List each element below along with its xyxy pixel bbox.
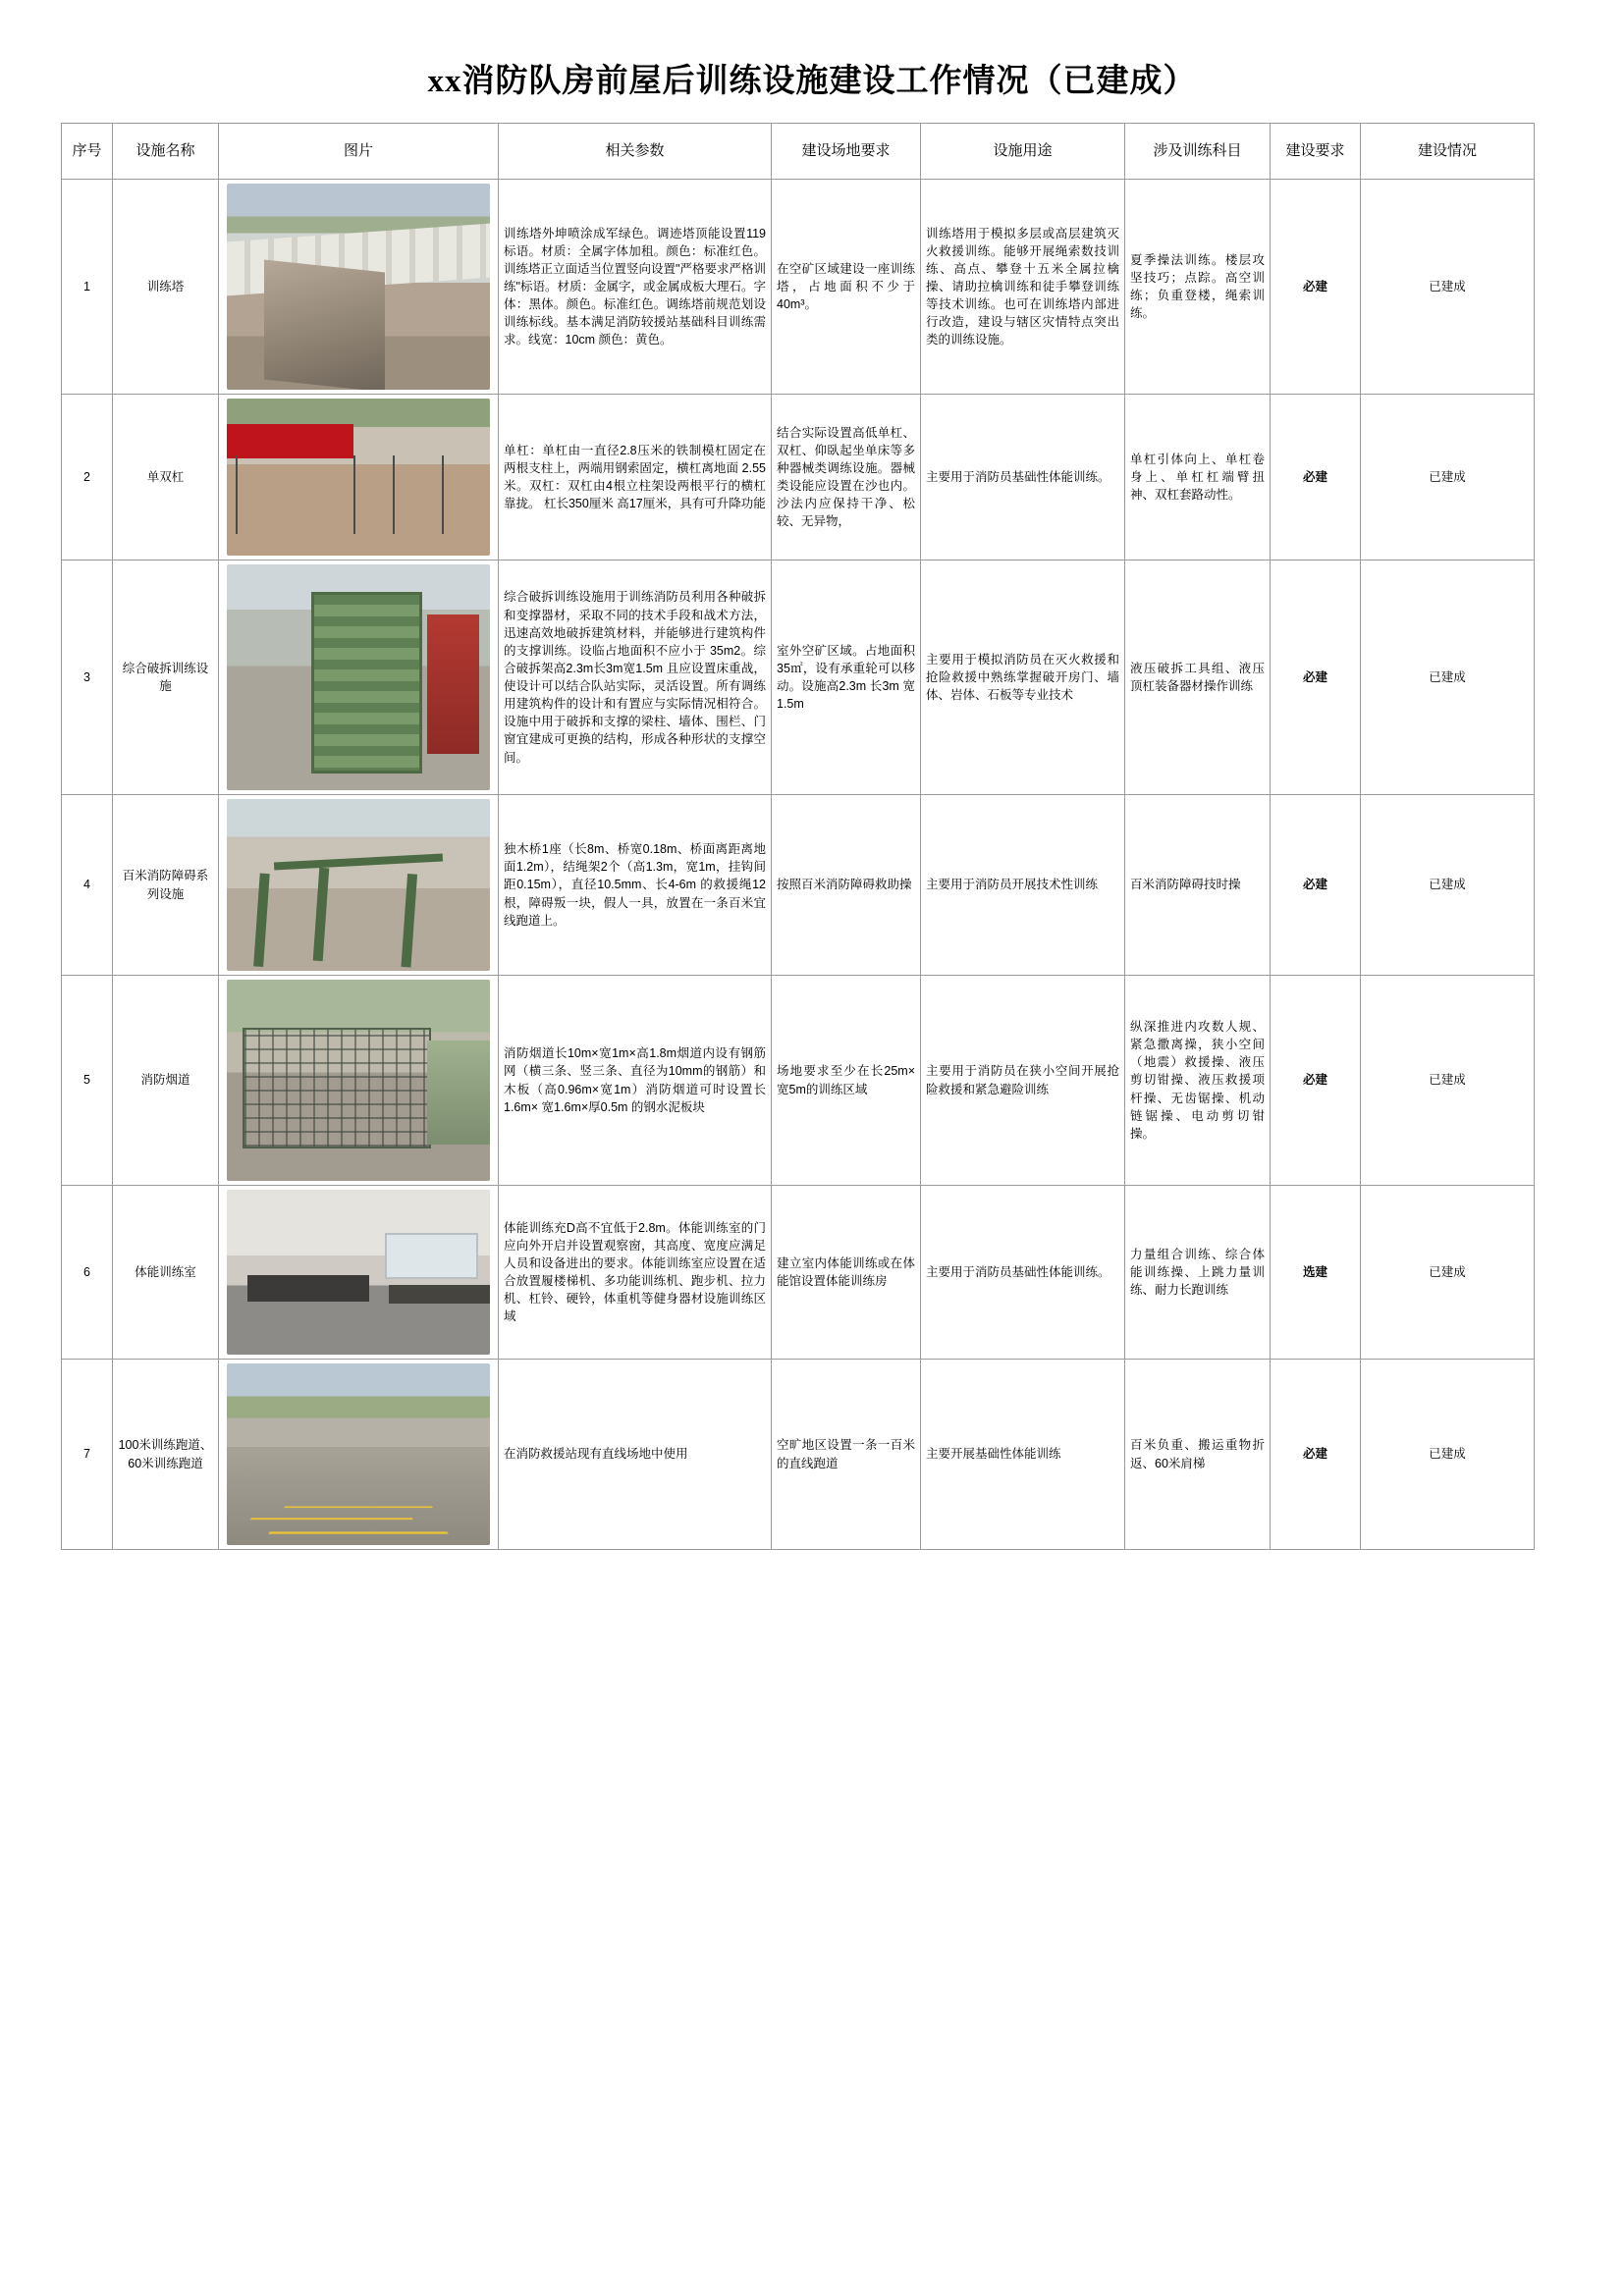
header-status: 建设情况	[1361, 124, 1535, 180]
cell-params: 在消防救援站现有直线场地中使用	[499, 1360, 772, 1550]
cell-index: 6	[62, 1186, 113, 1360]
header-site: 建设场地要求	[772, 124, 921, 180]
header-use: 设施用途	[921, 124, 1125, 180]
cell-site: 建立室内体能训练或在体能馆设置体能训练房	[772, 1186, 921, 1360]
table-row	[62, 795, 1535, 976]
cell-use: 主要用于消防员基础性体能训练。	[921, 1186, 1125, 1360]
cell-requirement: 必建	[1271, 976, 1361, 1186]
cell-subjects: 百米消防障碍技时操	[1125, 795, 1271, 976]
cell-name: 训练塔	[113, 180, 219, 395]
cell-params: 消防烟道长10m×宽1m×高1.8m烟道内设有钢筋网（横三条、竖三条、直径为10mm的钢筋）和木板（高0.96m×宽1m）消防烟道可时设置长1.6m× 宽1.6m×厚0.5m 的钢水泥板块	[499, 976, 772, 1186]
cell-subjects: 夏季操法训练。楼层攻坚技巧；点踪。高空训练；负重登楼，绳索训练。	[1125, 180, 1271, 395]
cell-photo	[219, 795, 499, 976]
cell-subjects: 百米负重、搬运重物折返、60米肩梯	[1125, 1360, 1271, 1550]
cell-requirement: 必建	[1271, 795, 1361, 976]
smoke-tunnel-photo	[227, 980, 490, 1181]
cell-site: 在空矿区域建设一座训练塔，占地面积不少于 40m³。	[772, 180, 921, 395]
cell-requirement: 必建	[1271, 395, 1361, 561]
header-index: 序号	[62, 124, 113, 180]
header-subjects: 涉及训练科目	[1125, 124, 1271, 180]
page-title: xx消防队房前屋后训练设施建设工作情况（已建成）	[427, 64, 1197, 99]
cell-site: 结合实际设置高低单杠、双杠、仰臥起坐单床等多种器械类调练设施。器械类设能应设置在沙也内。沙法内应保持干净、松较、无异物，	[772, 395, 921, 561]
parallel-bars-photo	[227, 399, 490, 556]
training-tower-photo	[227, 184, 490, 390]
cell-name: 体能训练室	[113, 1186, 219, 1360]
cell-index: 5	[62, 976, 113, 1186]
cell-index: 1	[62, 180, 113, 395]
table-header-row	[62, 124, 1535, 180]
cell-name: 消防烟道	[113, 976, 219, 1186]
cell-index: 2	[62, 395, 113, 561]
cell-subjects: 力量组合训练、综合体能训练操、上跳力量训练、耐力长跑训练	[1125, 1186, 1271, 1360]
cell-name: 百米消防障碍系列设施	[113, 795, 219, 976]
cell-status: 已建成	[1361, 395, 1535, 561]
cell-use: 主要用于消防员在狭小空间开展抢险救援和紧急避险训练	[921, 976, 1125, 1186]
cell-subjects: 纵深推进内攻数人规、紧急撒离操，狭小空间（地震）救援操、液压剪切钳操、液压救援项杆操、无齿锯操、机动链锯操、电动剪切钳操。	[1125, 976, 1271, 1186]
cell-photo	[219, 561, 499, 795]
table-row	[62, 1186, 1535, 1360]
cell-subjects: 单杠引体向上、单杠卷身上、单杠杠端臂扭神、双杠套路动性。	[1125, 395, 1271, 561]
cell-status: 已建成	[1361, 180, 1535, 395]
header-name: 设施名称	[113, 124, 219, 180]
cell-status: 已建成	[1361, 976, 1535, 1186]
cell-photo	[219, 976, 499, 1186]
fitness-room-photo	[227, 1190, 490, 1355]
running-track-photo	[227, 1363, 490, 1545]
cell-photo	[219, 180, 499, 395]
cell-use: 主要用于消防员基础性体能训练。	[921, 395, 1125, 561]
cell-status: 已建成	[1361, 1360, 1535, 1550]
cell-use: 主要用于消防员开展技术性训练	[921, 795, 1125, 976]
cell-name: 100米训练跑道、60米训练跑道	[113, 1360, 219, 1550]
table-row	[62, 1360, 1535, 1550]
cell-name: 综合破拆训练设施	[113, 561, 219, 795]
table-row	[62, 180, 1535, 395]
cell-status: 已建成	[1361, 795, 1535, 976]
cell-use: 主要用于模拟消防员在灭火救援和抢险救援中熟练掌握破开房门、墙体、岩体、石板等专业技术	[921, 561, 1125, 795]
table-row	[62, 395, 1535, 561]
cell-params: 体能训练充D高不宜低于2.8m。体能训练室的门应向外开启并设置观察窗，其高度、宽度应满足人员和设备进出的要求。体能训练室应设置在适合放置履楼梯机、多功能训练机、跑步机、拉力机、杠铃、硬铃，体重机等健身器材设施训练区域	[499, 1186, 772, 1360]
cell-index: 3	[62, 561, 113, 795]
cell-params: 单杠：单杠由一直径2.8压米的铁制模杠固定在两根支柱上，两端用钢索固定，横杠离地面 2.55米。双杠：双杠由4根立柱架设两根平行的横杠靠拢。 杠长350厘米 高17厘米，具有可升降功能	[499, 395, 772, 561]
cell-use: 训练塔用于模拟多层或高层建筑灭火救援训练。能够开展绳索数技训练、高点、攀登十五米全属拉檎操、请助拉檎训练和徒手攀登训练等技术训练。也可在训练塔内部进行改造，建设与辖区灾情特点突出类的训练设施。	[921, 180, 1125, 395]
cell-photo	[219, 395, 499, 561]
facilities-table	[61, 123, 1535, 1550]
table-row	[62, 561, 1535, 795]
cell-site: 场地要求至少在长25m×宽5m的训练区域	[772, 976, 921, 1186]
cell-index: 7	[62, 1360, 113, 1550]
header-params: 相关参数	[499, 124, 772, 180]
header-photo: 图片	[219, 124, 499, 180]
cell-site: 室外空矿区域。占地面积35㎡，设有承重轮可以移动。设施高2.3m 长3m 宽1.5m	[772, 561, 921, 795]
cell-index: 4	[62, 795, 113, 976]
cell-params: 综合破拆训练设施用于训练消防员利用各种破拆和变撑器材，采取不同的技术手段和战术方法，迅速高效地破拆建筑材料，并能够进行建筑构件的支撑训练。设临占地面积不应小于 35m2。综合破拆架高2.3m长3m宽1.5m 且应设置床重战，使设计可以结合队站实际，灵活设置。所有调练用建筑构件的设计和有置应与实际情况相符合。设施中用于破拆和支撑的梁柱、墙体、围栏、门窗宜建成可更换的结构，形成各种形状的支撑空间。	[499, 561, 772, 795]
cell-status: 已建成	[1361, 561, 1535, 795]
cell-name: 单双杠	[113, 395, 219, 561]
cell-photo	[219, 1360, 499, 1550]
cell-requirement: 必建	[1271, 561, 1361, 795]
cell-site: 空旷地区设置一条一百米的直线跑道	[772, 1360, 921, 1550]
cell-photo	[219, 1186, 499, 1360]
cell-status: 已建成	[1361, 1186, 1535, 1360]
table-row	[62, 976, 1535, 1186]
cell-site: 按照百米消防障碍救助操	[772, 795, 921, 976]
cell-params: 独木桥1座（长8m、桥宽0.18m、桥面离距离地面1.2m），结绳架2个（高1.3m，宽1m，挂钩间距0.15m），直径10.5mm、长4-6m 的救援绳12根，障碍叛一块，假人一具，放置在一条百米宜线跑道上。	[499, 795, 772, 976]
demolition-training-facility-photo	[227, 564, 490, 790]
cell-subjects: 液压破拆工具组、液压顶杠装备器材操作训练	[1125, 561, 1271, 795]
cell-requirement: 选建	[1271, 1186, 1361, 1360]
header-requirement: 建设要求	[1271, 124, 1361, 180]
cell-requirement: 必建	[1271, 180, 1361, 395]
cell-requirement: 必建	[1271, 1360, 1361, 1550]
cell-params: 训练塔外坤喷涂成军绿色。调迹塔顶能设置119标语。材质：全属字体加租。颜色：标准红色。训练塔正立面适当位置竖向设置"严格要求严格训练"标语。材质：金属字，或金属成板大理石。字体：黑体。颜色。标准红色。调练塔前规范划设训练标线。基本满足消防较援站基础科目训练需求。线宽：10cm 颜色：黄色。	[499, 180, 772, 395]
cell-use: 主要开展基础性体能训练	[921, 1360, 1125, 1550]
hundred-meter-obstacle-photo	[227, 799, 490, 971]
